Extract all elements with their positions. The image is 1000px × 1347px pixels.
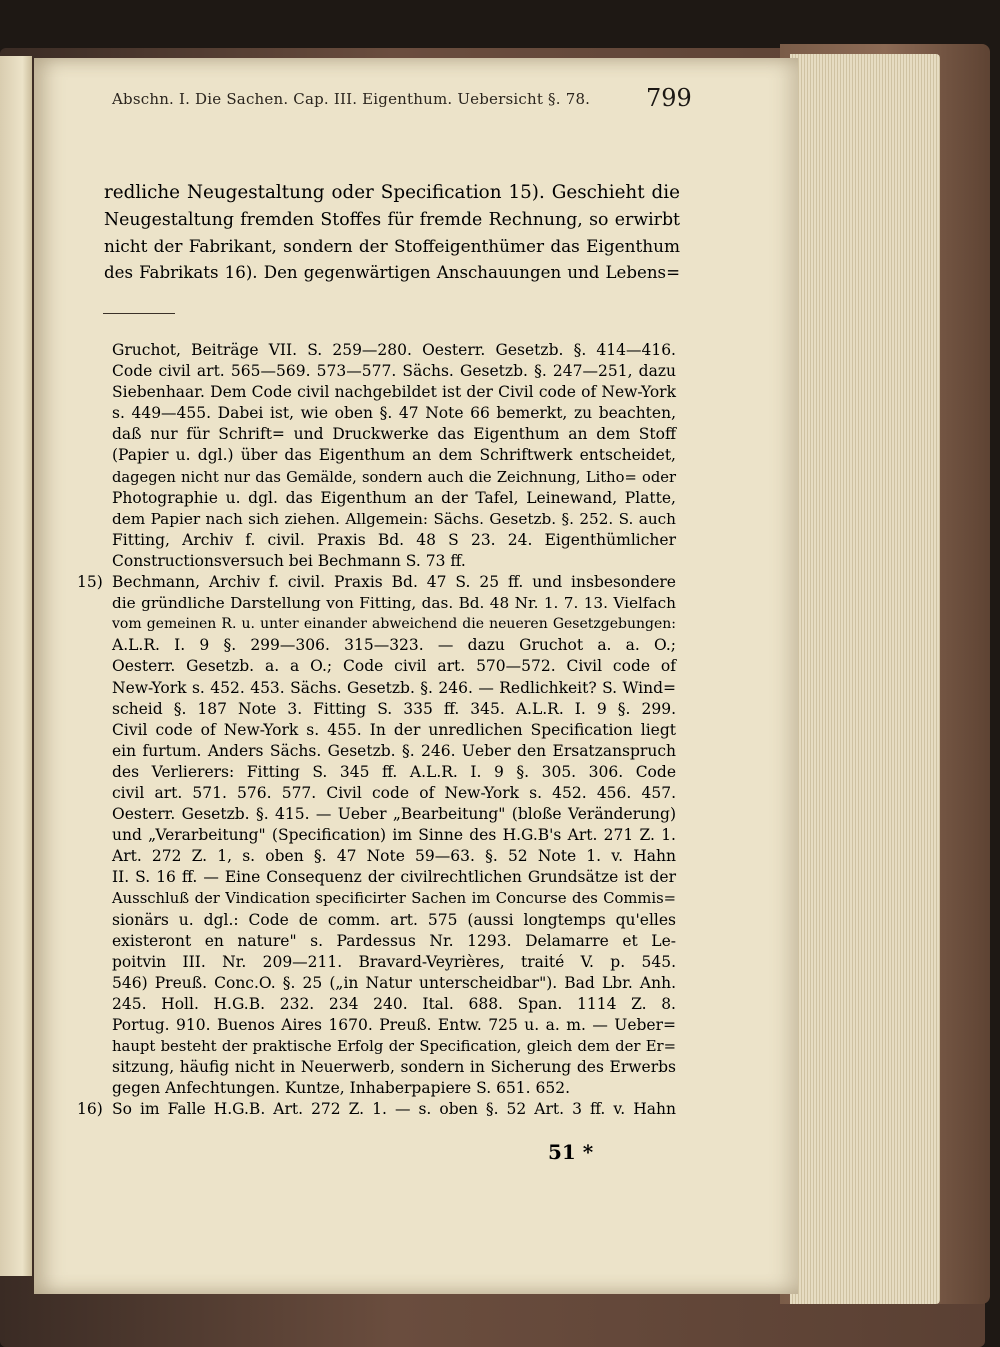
footnote-line: s. 449—455. Dabei ist, wie oben §. 47 Note 66 bemerkt, zu beachten, [112, 404, 676, 423]
footnote-line: und „Verarbeitung" (Specification) im Sinne des H.G.B's Art. 271 Z. 1. [112, 826, 676, 845]
footnote-line: 245. Holl. H.G.B. 232. 234 240. Ital. 688. Span. 1114 Z. 8. [112, 994, 676, 1013]
footnote-line: A.L.R. I. 9 §. 299—306. 315—323. — dazu Gruchot a. a. O.; [112, 636, 676, 655]
footnote-line: sionärs u. dgl.: Code de comm. art. 575 (aussi longtemps qu'elles [112, 910, 676, 929]
footnotes [77, 340, 676, 1120]
footnote-marker: 16) [77, 1100, 103, 1119]
footnote-line: Constructionsversuch bei Bechmann S. 73 ff. [112, 551, 466, 570]
footnote-line: Fitting, Archiv f. civil. Praxis Bd. 48 S 23. 24. Eigenthümlicher [112, 530, 676, 549]
footnote-text: Bechmann, Archiv f. civil. Praxis Bd. 47 S. 25 ff. und insbesondere [112, 573, 676, 592]
footnote-line: des Verlierers: Fitting S. 345 ff. A.L.R. I. 9 §. 305. 306. Code [112, 762, 676, 781]
footnote-line: Photographie u. dgl. das Eigenthum an der Tafel, Leinewand, Platte, [112, 488, 676, 507]
footnote-line: civil art. 571. 576. 577. Civil code of New-York s. 452. 456. 457. [112, 783, 676, 802]
footnote-marker: 15) [77, 573, 103, 592]
facing-page-edge [0, 56, 32, 1276]
footnote-line: Gruchot, Beiträge VII. S. 259—280. Oesterr. Gesetzb. §. 414—416. [112, 341, 676, 359]
footnote-line: gegen Anfechtungen. Kuntze, Inhaberpapiere S. 651. 652. [112, 1079, 571, 1098]
body-line: des Fabrikats 16). Den gegenwärtigen Anschauungen und Lebens= [104, 262, 680, 282]
footnote-line: II. S. 16 ff. — Eine Consequenz der civilrechtlichen Grundsätze ist der [112, 868, 676, 887]
footnote-line: ein furtum. Anders Sächs. Gesetzb. §. 246. Ueber den Ersatzanspruch [112, 741, 676, 760]
main-text [104, 180, 680, 286]
footnote-line: Portug. 910. Buenos Aires 1670. Preuß. Entw. 725 u. a. m. — Ueber= [112, 1016, 676, 1034]
footnote-line: haupt besteht der praktische Erfolg der Specification, gleich dem der Er= [112, 1038, 676, 1056]
footnote-line: 546) Preuß. Conc.O. §. 25 („in Natur unterscheidbar"). Bad Lbr. Anh. [112, 973, 676, 992]
footnote-line: Oesterr. Gesetzb. a. a O.; Code civil art. 570—572. Civil code of [112, 657, 676, 676]
footnote-line: Siebenhaar. Dem Code civil nachgebildet ist der Civil code of New-York [112, 383, 676, 402]
footnote-16 [77, 1099, 676, 1120]
footnote-line: die gründliche Darstellung von Fitting, das. Bd. 48 Nr. 1. 7. 13. Vielfach [112, 594, 676, 613]
footnote-line: New-York s. 452. 453. Sächs. Gesetzb. §. 246. — Redlichkeit? S. Wind= [112, 678, 676, 697]
footnote-line: Oesterr. Gesetzb. §. 415. — Ueber „Bearbeitung" (bloße Veränderung) [112, 805, 676, 824]
body-line: Neugestaltung fremden Stoffes für fremde Rechnung, so erwirbt [104, 209, 680, 230]
footnote-line: (Papier u. dgl.) über das Eigenthum an dem Schriftwerk entscheidet, [112, 446, 676, 465]
footnote-continued [112, 340, 676, 572]
footnote-line: dagegen nicht nur das Gemälde, sondern auch die Zeichnung, Litho= oder [112, 468, 676, 486]
footnote-line: Code civil art. 565—569. 573—577. Sächs. Gesetzb. §. 247—251, dazu [112, 362, 676, 381]
footnote-line [77, 572, 676, 593]
body-line: nicht der Fabrikant, sondern der Stoffeigenthümer das Eigenthum [104, 236, 680, 256]
footnote-text: So im Falle H.G.B. Art. 272 Z. 1. — s. oben §. 52 Art. 3 ff. v. Hahn [112, 1100, 676, 1119]
page-block-edges [790, 54, 940, 1304]
footnote-line: Art. 272 Z. 1, s. oben §. 47 Note 59—63. §. 52 Note 1. v. Hahn [112, 847, 676, 866]
signature-mark: 51 * [548, 1140, 594, 1164]
body-line: redliche Neugestaltung oder Specification 15). Geschieht die [104, 182, 680, 203]
footnote-line: poitvin III. Nr. 209—211. Bravard-Veyrières, traité V. p. 545. [112, 952, 676, 971]
footnote-line: Ausschluß der Vindication specificirter Sachen im Concurse des Commis= [112, 890, 676, 908]
footnote-line: existeront en nature" s. Pardessus Nr. 1293. Delamarre et Le- [112, 931, 676, 950]
running-head: Abschn. I. Die Sachen. Cap. III. Eigenthum. Uebersicht §. 78. [112, 90, 591, 108]
footnote-15 [77, 572, 676, 1099]
footnote-line [77, 1099, 676, 1120]
page-number: 799 [646, 84, 692, 112]
footnote-line: scheid §. 187 Note 3. Fitting S. 335 ff. 345. A.L.R. I. 9 §. 299. [112, 699, 676, 718]
footnote-line: sitzung, häufig nicht in Neuerwerb, sondern in Sicherung des Erwerbs [112, 1058, 676, 1077]
footnote-line: Civil code of New-York s. 455. In der unredlichen Specification liegt [112, 720, 676, 739]
footnote-rule [103, 313, 175, 314]
footnote-line: vom gemeinen R. u. unter einander abweichend die neueren Gesetzgebungen: [112, 616, 676, 633]
footnote-line: daß nur für Schrift= und Druckwerke das Eigenthum an dem Stoff [112, 425, 676, 444]
footnote-line: dem Papier nach sich ziehen. Allgemein: Sächs. Gesetzb. §. 252. S. auch [112, 509, 676, 528]
